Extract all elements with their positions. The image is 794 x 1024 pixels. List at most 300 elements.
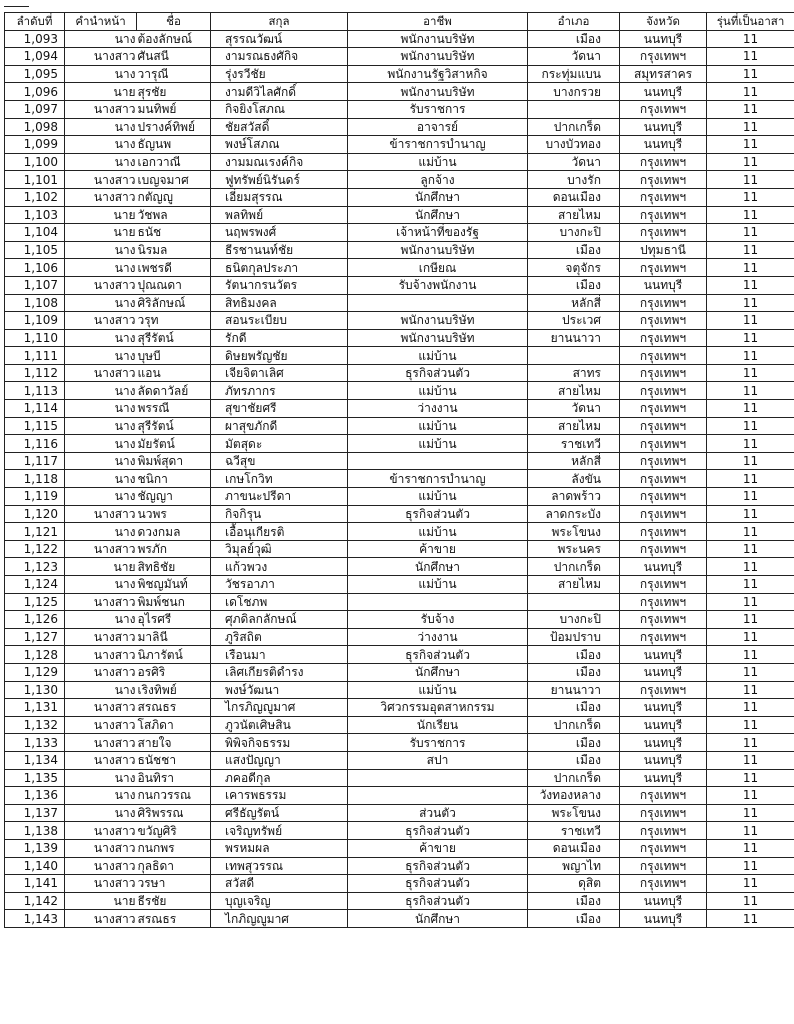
cell-index: 1,097: [5, 100, 65, 118]
cell-province: กรุงเทพฯ: [620, 576, 707, 594]
cell-batch: 11: [707, 435, 794, 453]
cell-first-name: กุลธิดา: [137, 857, 211, 875]
table-row: [5, 435, 794, 453]
cell-occupation: พนักงานบริษัท: [348, 83, 528, 101]
cell-province: กรุงเทพฯ: [620, 804, 707, 822]
table-row: [5, 259, 794, 277]
cell-district: เมือง: [528, 30, 620, 48]
cell-occupation: ธุรกิจส่วนตัว: [348, 646, 528, 664]
cell-index: 1,136: [5, 787, 65, 805]
cell-district: เมือง: [528, 892, 620, 910]
cell-batch: 11: [707, 276, 794, 294]
cell-district: เมือง: [528, 699, 620, 717]
cell-prefix: นาง: [65, 681, 137, 699]
table-row: [5, 875, 794, 893]
cell-first-name: แอน: [137, 364, 211, 382]
table-row: [5, 30, 794, 48]
cell-first-name: พรภัก: [137, 540, 211, 558]
cell-index: 1,138: [5, 822, 65, 840]
cell-batch: 11: [707, 48, 794, 66]
cell-district: บางกะปิ: [528, 224, 620, 242]
table-row: [5, 716, 794, 734]
cell-district: วัดนา: [528, 48, 620, 66]
cell-batch: 11: [707, 593, 794, 611]
header-cell-first-name: ชื่อ: [137, 13, 211, 31]
cell-prefix: นางสาว: [65, 857, 137, 875]
cell-province: กรุงเทพฯ: [620, 171, 707, 189]
cell-district: เมือง: [528, 734, 620, 752]
table-row: [5, 576, 794, 594]
table-row: [5, 523, 794, 541]
cell-occupation: รับจ้าง: [348, 611, 528, 629]
cell-first-name: สรณธร: [137, 910, 211, 928]
cell-province: นนทบุรี: [620, 734, 707, 752]
cell-province: กรุงเทพฯ: [620, 488, 707, 506]
cell-index: 1,137: [5, 804, 65, 822]
cell-district: บางบัวทอง: [528, 136, 620, 154]
cell-district: [528, 347, 620, 365]
cell-prefix: นาง: [65, 329, 137, 347]
cell-province: นนทบุรี: [620, 751, 707, 769]
cell-district: ปากเกร็ด: [528, 716, 620, 734]
cell-province: กรุงเทพฯ: [620, 435, 707, 453]
cell-province: สมุทรสาคร: [620, 65, 707, 83]
cell-prefix: นาง: [65, 294, 137, 312]
cell-district: วัดนา: [528, 400, 620, 418]
cell-occupation: นักศึกษา: [348, 206, 528, 224]
cell-occupation: แม่บ้าน: [348, 576, 528, 594]
cell-district: เมือง: [528, 663, 620, 681]
cell-district: ราชเทวี: [528, 822, 620, 840]
cell-prefix: นาง: [65, 435, 137, 453]
header-cell-prefix: คำนำหน้า: [65, 13, 137, 31]
cell-last-name: สอนระเบียบ: [211, 312, 348, 330]
cell-occupation: รับราชการ: [348, 734, 528, 752]
cell-first-name: พรรณี: [137, 400, 211, 418]
cell-first-name: ศันสนี: [137, 48, 211, 66]
cell-index: 1,111: [5, 347, 65, 365]
cell-first-name: ลัดดาวัลย์: [137, 382, 211, 400]
cell-first-name: เอกวาณี: [137, 153, 211, 171]
cell-prefix: นาง: [65, 769, 137, 787]
cell-index: 1,095: [5, 65, 65, 83]
cell-batch: 11: [707, 488, 794, 506]
cell-province: กรุงเทพฯ: [620, 153, 707, 171]
cell-last-name: ศุภดิลกลักษณ์: [211, 611, 348, 629]
cell-batch: 11: [707, 822, 794, 840]
cell-prefix: นางสาว: [65, 839, 137, 857]
cell-prefix: นาย: [65, 558, 137, 576]
cell-last-name: พงษ์วัฒนา: [211, 681, 348, 699]
cell-province: กรุงเทพฯ: [620, 224, 707, 242]
cell-batch: 11: [707, 857, 794, 875]
cell-prefix: นาง: [65, 611, 137, 629]
cell-occupation: พนักงานบริษัท: [348, 48, 528, 66]
cell-district: ยานนาวา: [528, 681, 620, 699]
cell-index: 1,127: [5, 628, 65, 646]
cell-first-name: อรศิริ: [137, 663, 211, 681]
cell-district: บางรัก: [528, 171, 620, 189]
cell-batch: 11: [707, 769, 794, 787]
table-row: [5, 224, 794, 242]
cell-index: 1,094: [5, 48, 65, 66]
cell-occupation: [348, 294, 528, 312]
cell-prefix: นาง: [65, 136, 137, 154]
cell-last-name: สุรรณวัฒน์: [211, 30, 348, 48]
cell-occupation: แม่บ้าน: [348, 153, 528, 171]
cell-index: 1,102: [5, 188, 65, 206]
cell-last-name: นฤพรพงศ์: [211, 224, 348, 242]
cell-district: วังทองหลาง: [528, 787, 620, 805]
cell-batch: 11: [707, 347, 794, 365]
cell-occupation: ธุรกิจส่วนตัว: [348, 822, 528, 840]
cell-prefix: นางสาว: [65, 628, 137, 646]
cell-district: ปากเกร็ด: [528, 558, 620, 576]
table-row: [5, 787, 794, 805]
cell-last-name: วัชรอาภา: [211, 576, 348, 594]
cell-province: กรุงเทพฯ: [620, 417, 707, 435]
table-row: [5, 699, 794, 717]
cell-prefix: นางสาว: [65, 716, 137, 734]
table-row: [5, 505, 794, 523]
cell-batch: 11: [707, 576, 794, 594]
cell-district: บางกรวย: [528, 83, 620, 101]
cell-occupation: ธุรกิจส่วนตัว: [348, 364, 528, 382]
header-cell-last-name: สกุล: [211, 13, 348, 31]
cell-province: กรุงเทพฯ: [620, 382, 707, 400]
cell-first-name: มาลินี: [137, 628, 211, 646]
table-row: [5, 153, 794, 171]
cell-prefix: นางสาว: [65, 646, 137, 664]
cell-prefix: นาง: [65, 488, 137, 506]
cell-occupation: ธุรกิจส่วนตัว: [348, 875, 528, 893]
cell-first-name: วรุท: [137, 312, 211, 330]
cell-last-name: ศรีธัญรัตน์: [211, 804, 348, 822]
cell-batch: 11: [707, 224, 794, 242]
cell-district: ราชเทวี: [528, 435, 620, 453]
cell-province: กรุงเทพฯ: [620, 329, 707, 347]
table-row: [5, 417, 794, 435]
cell-prefix: นางสาว: [65, 751, 137, 769]
table-row: [5, 804, 794, 822]
cell-last-name: แก้วพวง: [211, 558, 348, 576]
table-row: [5, 488, 794, 506]
cell-batch: 11: [707, 558, 794, 576]
cell-province: กรุงเทพฯ: [620, 206, 707, 224]
table-row: [5, 294, 794, 312]
cell-prefix: นางสาว: [65, 822, 137, 840]
cell-province: กรุงเทพฯ: [620, 822, 707, 840]
cell-last-name: ภาขนะปรีดา: [211, 488, 348, 506]
cell-first-name: มัยรัตน์: [137, 435, 211, 453]
cell-first-name: มนทิพย์: [137, 100, 211, 118]
table-row: [5, 364, 794, 382]
cell-province: กรุงเทพฯ: [620, 470, 707, 488]
cell-occupation: ว่างงาน: [348, 628, 528, 646]
cell-last-name: พลทิพย์: [211, 206, 348, 224]
table-row: [5, 171, 794, 189]
cell-prefix: นางสาว: [65, 276, 137, 294]
cell-batch: 11: [707, 294, 794, 312]
cell-first-name: ธนัชชา: [137, 751, 211, 769]
cell-batch: 11: [707, 646, 794, 664]
cell-batch: 11: [707, 628, 794, 646]
cell-batch: 11: [707, 206, 794, 224]
cell-first-name: กตัญญู: [137, 188, 211, 206]
cell-first-name: เพชรดี: [137, 259, 211, 277]
cell-last-name: ฟูทรัพย์นิรันดร์: [211, 171, 348, 189]
cell-index: 1,099: [5, 136, 65, 154]
cell-index: 1,128: [5, 646, 65, 664]
cell-index: 1,114: [5, 400, 65, 418]
cell-last-name: ภัทรภากร: [211, 382, 348, 400]
cell-batch: 11: [707, 804, 794, 822]
cell-prefix: นางสาว: [65, 699, 137, 717]
cell-province: กรุงเทพฯ: [620, 857, 707, 875]
cell-index: 1,139: [5, 839, 65, 857]
cell-first-name: ต้องลักษณ์: [137, 30, 211, 48]
cell-last-name: เดโชภพ: [211, 593, 348, 611]
cell-district: ปากเกร็ด: [528, 118, 620, 136]
cell-district: ปากเกร็ด: [528, 769, 620, 787]
cell-index: 1,124: [5, 576, 65, 594]
header-cell-province: จังหวัด: [620, 13, 707, 31]
cell-batch: 11: [707, 188, 794, 206]
cell-index: 1,133: [5, 734, 65, 752]
table-row: [5, 681, 794, 699]
cell-index: 1,134: [5, 751, 65, 769]
scanned-document-page: [2, 2, 792, 1022]
table-row: [5, 558, 794, 576]
cell-last-name: ไกรภิญญูมาศ: [211, 699, 348, 717]
cell-first-name: ดวงกมล: [137, 523, 211, 541]
cell-first-name: ปรางค์ทิพย์: [137, 118, 211, 136]
cell-province: นนทบุรี: [620, 769, 707, 787]
cell-batch: 11: [707, 364, 794, 382]
cell-occupation: นักศึกษา: [348, 188, 528, 206]
cell-occupation: แม่บ้าน: [348, 382, 528, 400]
cell-occupation: เกษียณ: [348, 259, 528, 277]
cell-first-name: สุรชัย: [137, 83, 211, 101]
cell-last-name: สุขาชัยศรี: [211, 400, 348, 418]
cell-batch: 11: [707, 171, 794, 189]
cell-first-name: เบญจมาศ: [137, 171, 211, 189]
cell-first-name: ชนิกา: [137, 470, 211, 488]
table-row: [5, 65, 794, 83]
table-row: [5, 136, 794, 154]
cell-occupation: พนักงานบริษัท: [348, 30, 528, 48]
cell-batch: 11: [707, 681, 794, 699]
cell-occupation: รับจ้างพนักงาน: [348, 276, 528, 294]
cell-province: กรุงเทพฯ: [620, 611, 707, 629]
table-row: [5, 48, 794, 66]
cell-district: เมือง: [528, 241, 620, 259]
cell-first-name: นวพร: [137, 505, 211, 523]
cell-prefix: นาง: [65, 470, 137, 488]
cell-last-name: ภูวนัตเศิษสิน: [211, 716, 348, 734]
cell-occupation: ค้าขาย: [348, 839, 528, 857]
cell-last-name: กิจยิงโสภณ: [211, 100, 348, 118]
cell-index: 1,121: [5, 523, 65, 541]
cell-first-name: สายใจ: [137, 734, 211, 752]
cell-prefix: นางสาว: [65, 505, 137, 523]
cell-district: ยานนาวา: [528, 329, 620, 347]
cell-occupation: [348, 452, 528, 470]
cell-province: กรุงเทพฯ: [620, 875, 707, 893]
cell-occupation: เจ้าหน้าที่ของรัฐ: [348, 224, 528, 242]
cell-district: หลักสี่: [528, 452, 620, 470]
cell-first-name: พิชญมันท์: [137, 576, 211, 594]
cell-occupation: พนักงานบริษัท: [348, 329, 528, 347]
cell-province: นนทบุรี: [620, 646, 707, 664]
cell-occupation: แม่บ้าน: [348, 488, 528, 506]
cell-province: กรุงเทพฯ: [620, 787, 707, 805]
table-row: [5, 611, 794, 629]
cell-last-name: เอี่ยมสุรรณ: [211, 188, 348, 206]
cell-province: นนทบุรี: [620, 118, 707, 136]
cell-province: กรุงเทพฯ: [620, 364, 707, 382]
cell-batch: 11: [707, 787, 794, 805]
cell-province: นนทบุรี: [620, 30, 707, 48]
cell-index: 1,122: [5, 540, 65, 558]
cell-index: 1,106: [5, 259, 65, 277]
cell-index: 1,112: [5, 364, 65, 382]
cell-province: นนทบุรี: [620, 910, 707, 928]
cell-last-name: งามมณเรงค์กิจ: [211, 153, 348, 171]
cell-occupation: อาจารย์: [348, 118, 528, 136]
cell-occupation: รับราชการ: [348, 100, 528, 118]
cell-index: 1,103: [5, 206, 65, 224]
cell-index: 1,113: [5, 382, 65, 400]
cell-province: กรุงเทพฯ: [620, 294, 707, 312]
cell-prefix: นาง: [65, 382, 137, 400]
cell-batch: 11: [707, 100, 794, 118]
cell-prefix: นางสาว: [65, 593, 137, 611]
cell-last-name: ธีรชานนท์ชัย: [211, 241, 348, 259]
cell-index: 1,131: [5, 699, 65, 717]
cell-last-name: สวัสดี: [211, 875, 348, 893]
cell-province: กรุงเทพฯ: [620, 312, 707, 330]
cell-province: ปทุมธานี: [620, 241, 707, 259]
cell-occupation: [348, 593, 528, 611]
cell-batch: 11: [707, 400, 794, 418]
cell-last-name: มัตสุดะ: [211, 435, 348, 453]
cell-first-name: ขวัญศิริ: [137, 822, 211, 840]
cell-province: กรุงเทพฯ: [620, 839, 707, 857]
cell-district: พระนคร: [528, 540, 620, 558]
cell-index: 1,132: [5, 716, 65, 734]
cell-first-name: กนกวรรณ: [137, 787, 211, 805]
cell-last-name: กิจกิรุน: [211, 505, 348, 523]
cell-last-name: ภูริสถิต: [211, 628, 348, 646]
cell-prefix: นาย: [65, 206, 137, 224]
cell-occupation: แม่บ้าน: [348, 681, 528, 699]
cell-last-name: ดิษยพรัญชัย: [211, 347, 348, 365]
table-row: [5, 734, 794, 752]
cell-batch: 11: [707, 716, 794, 734]
cell-prefix: นาง: [65, 118, 137, 136]
table-row: [5, 593, 794, 611]
cell-batch: 11: [707, 839, 794, 857]
cell-first-name: ศิริลักษณ์: [137, 294, 211, 312]
cell-index: 1,101: [5, 171, 65, 189]
cell-last-name: ธนิตกุลประภา: [211, 259, 348, 277]
cell-last-name: งามรณธงศักิจ: [211, 48, 348, 66]
cell-province: กรุงเทพฯ: [620, 259, 707, 277]
table-row: [5, 347, 794, 365]
cell-prefix: นาง: [65, 65, 137, 83]
cell-index: 1,108: [5, 294, 65, 312]
cell-index: 1,105: [5, 241, 65, 259]
table-row: [5, 857, 794, 875]
cell-batch: 11: [707, 663, 794, 681]
cell-batch: 11: [707, 259, 794, 277]
cell-occupation: พนักงานรัฐวิสาหกิจ: [348, 65, 528, 83]
cell-district: [528, 100, 620, 118]
cell-occupation: ธุรกิจส่วนตัว: [348, 505, 528, 523]
cell-first-name: นิภารัตน์: [137, 646, 211, 664]
cell-first-name: วรษา: [137, 875, 211, 893]
cell-prefix: นาง: [65, 347, 137, 365]
cell-province: นนทบุรี: [620, 276, 707, 294]
cell-district: สายไหม: [528, 382, 620, 400]
cell-prefix: นาง: [65, 804, 137, 822]
cell-prefix: นางสาว: [65, 910, 137, 928]
cell-district: พระโขนง: [528, 804, 620, 822]
volunteer-roster-table: [4, 12, 794, 928]
table-row: [5, 540, 794, 558]
cell-last-name: รุ่งรวีชัย: [211, 65, 348, 83]
cell-first-name: โสภิดา: [137, 716, 211, 734]
cell-last-name: ไกภิญญูมาศ: [211, 910, 348, 928]
cell-prefix: นาง: [65, 787, 137, 805]
cell-batch: 11: [707, 751, 794, 769]
cell-district: วัดนา: [528, 153, 620, 171]
cell-district: กระทุ่มแบน: [528, 65, 620, 83]
cell-first-name: พิมพ์สุดา: [137, 452, 211, 470]
cell-district: สาทร: [528, 364, 620, 382]
cell-last-name: เจริญทรัพย์: [211, 822, 348, 840]
cell-batch: 11: [707, 470, 794, 488]
cell-province: กรุงเทพฯ: [620, 100, 707, 118]
cell-occupation: แม่บ้าน: [348, 417, 528, 435]
cell-province: กรุงเทพฯ: [620, 452, 707, 470]
cell-last-name: พรหมผล: [211, 839, 348, 857]
cell-prefix: นางสาว: [65, 48, 137, 66]
cell-last-name: รัตนากรนวัตร: [211, 276, 348, 294]
cell-last-name: ผาสุขภักดี: [211, 417, 348, 435]
cell-last-name: เคารพธรรม: [211, 787, 348, 805]
cell-batch: 11: [707, 734, 794, 752]
cell-district: ลาดกระบัง: [528, 505, 620, 523]
cell-prefix: นางสาว: [65, 171, 137, 189]
cell-last-name: เทพสุวรรณ: [211, 857, 348, 875]
cell-index: 1,141: [5, 875, 65, 893]
table-row: [5, 100, 794, 118]
cell-index: 1,118: [5, 470, 65, 488]
cell-last-name: รักดี: [211, 329, 348, 347]
cell-district: สายไหม: [528, 206, 620, 224]
cell-district: บางกะปิ: [528, 611, 620, 629]
cell-province: กรุงเทพฯ: [620, 48, 707, 66]
table-row: [5, 646, 794, 664]
table-row: [5, 910, 794, 928]
cell-province: นนทบุรี: [620, 663, 707, 681]
cell-occupation: นักเรียน: [348, 716, 528, 734]
cell-batch: 11: [707, 241, 794, 259]
cell-district: ป้อมปราบ: [528, 628, 620, 646]
cell-batch: 11: [707, 312, 794, 330]
